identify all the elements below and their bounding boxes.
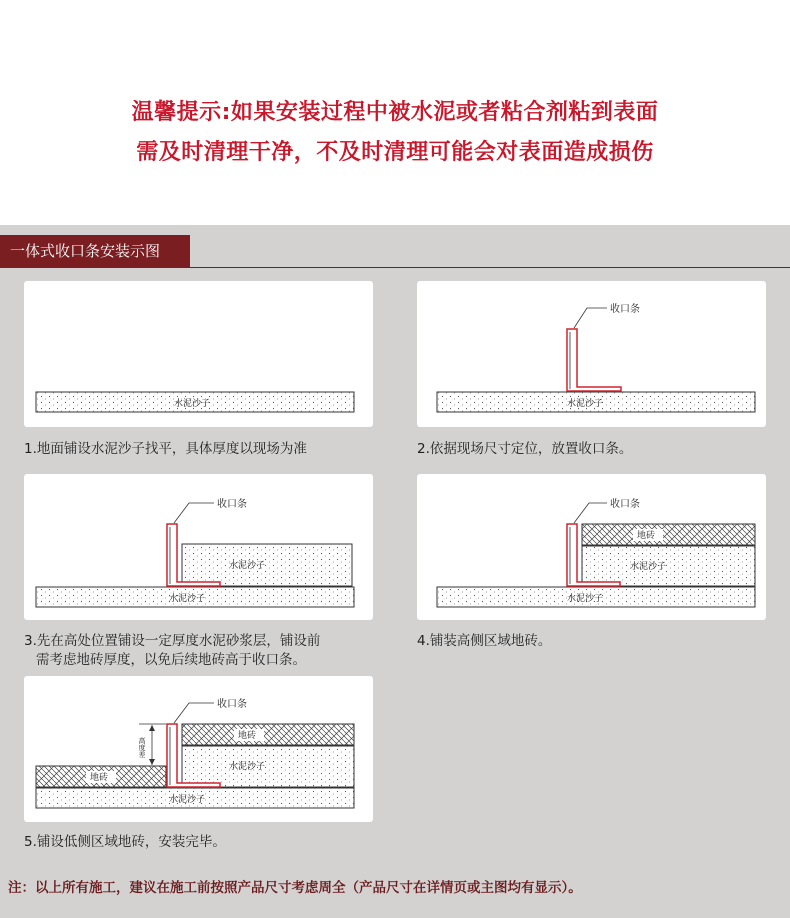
step-5-caption: 5.铺设低侧区域地砖，安装完毕。 — [24, 834, 226, 850]
step-1-panel — [24, 281, 373, 427]
section-title: 一体式收口条安装示图 — [0, 235, 190, 268]
warning-line-1: 温馨提示:如果安装过程中被水泥或者粘合剂粘到表面 — [131, 100, 659, 125]
dim-arrow-up — [149, 725, 155, 731]
cement-label-lower: 水泥沙子 — [169, 795, 206, 805]
step-4-caption: 4.铺装高侧区域地砖。 — [417, 633, 552, 649]
cement-label-lower: 水泥沙子 — [567, 594, 604, 604]
strip-shape — [567, 329, 621, 391]
cement-label-upper: 水泥沙子 — [630, 562, 667, 572]
cement-layer-upper — [182, 544, 352, 586]
strip-label: 收口条 — [217, 699, 247, 710]
step-2-panel — [417, 281, 766, 427]
cement-label-lower: 水泥沙子 — [169, 594, 206, 604]
cement-label-upper: 水泥沙子 — [229, 762, 266, 772]
strip-leader — [174, 503, 214, 523]
warning-line-2: 需及时清理干净，不及时清理可能会对表面造成损伤 — [136, 140, 654, 165]
step-3-caption-line-2: 需考虑地砖厚度，以免后续地砖高于收口条。 — [36, 652, 306, 668]
strip-leader — [574, 308, 607, 328]
tile-label-high: 地砖 — [238, 731, 257, 741]
cement-layer-upper — [582, 546, 755, 586]
cement-label: 水泥沙子 — [174, 399, 211, 409]
warning-area — [0, 0, 790, 225]
step-1-caption: 1.地面铺设水泥沙子找平，具体厚度以现场为准 — [24, 441, 307, 457]
strip-label: 收口条 — [217, 499, 247, 510]
height-diff-label: 高度差 — [138, 737, 146, 758]
tile-layer-high — [582, 524, 755, 545]
step-4-panel — [417, 474, 766, 620]
footer-note: 注：以上所有施工，建议在施工前按照产品尺寸考虑周全（产品尺寸在详情页或主图均有显示）。 — [8, 880, 582, 896]
cement-layer-upper — [182, 746, 354, 787]
step-3-panel — [24, 474, 373, 620]
step-5-panel — [24, 676, 373, 822]
strip-label: 收口条 — [610, 499, 640, 510]
step-3-caption — [24, 632, 374, 670]
dim-arrow-down — [149, 759, 155, 765]
strip-leader — [574, 503, 607, 523]
step-2-caption: 2.依据现场尺寸定位，放置收口条。 — [417, 441, 633, 457]
title-divider — [190, 267, 790, 268]
cement-label: 水泥沙子 — [567, 399, 604, 409]
tile-layer-high — [182, 724, 354, 745]
tile-label-high: 地砖 — [637, 531, 656, 541]
strip-leader — [174, 703, 214, 723]
tile-label-low: 地砖 — [90, 773, 109, 783]
strip-label: 收口条 — [610, 304, 640, 315]
cement-label-upper: 水泥沙子 — [229, 561, 266, 571]
step-3-caption-line-1: 3.先在高处位置铺设一定厚度水泥砂浆层，铺设前 — [24, 633, 321, 649]
